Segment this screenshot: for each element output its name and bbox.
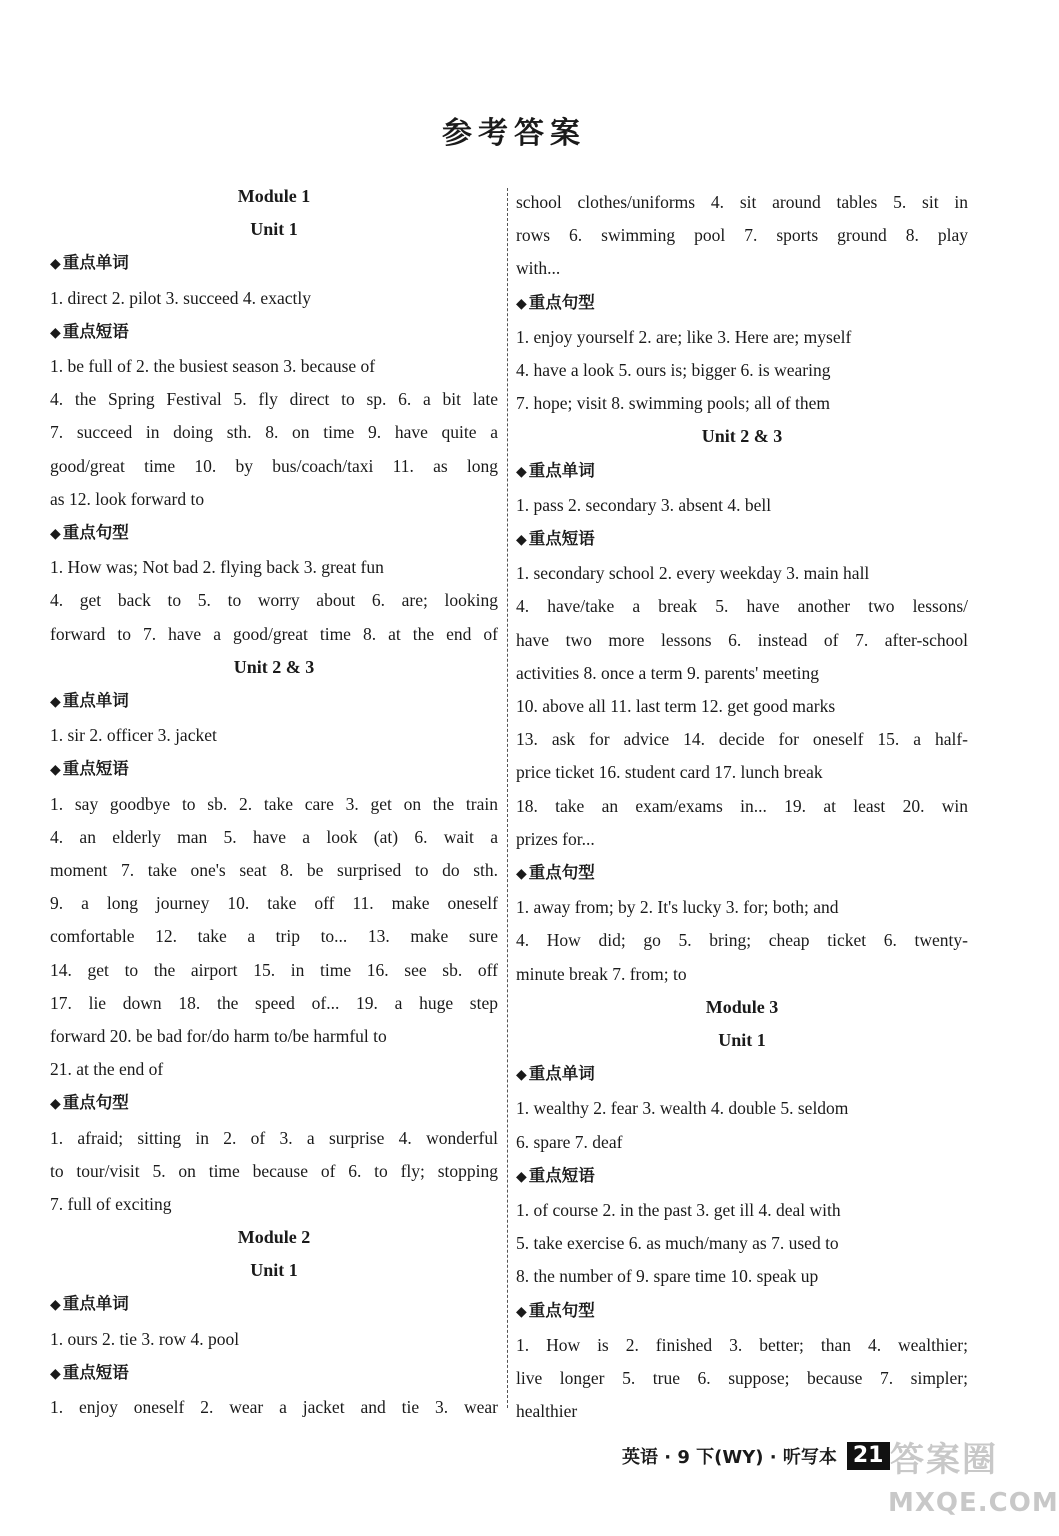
answer-line: good/great time 10. by bus/coach/taxi 11. as long	[50, 455, 498, 476]
section-heading: ◆ 重点单词	[50, 684, 498, 719]
section-heading: ◆ 重点句型	[516, 856, 968, 891]
section-heading: ◆ 重点单词	[516, 1057, 968, 1092]
unit-heading: Unit 1	[250, 1260, 298, 1281]
answer-line: as 12. look forward to	[50, 488, 205, 509]
answer-line: 10. above all 11. last term 12. get good marks	[516, 695, 836, 716]
unit-heading: Module 2	[237, 1227, 311, 1248]
answer-line: 1. How was; Not bad 2. flying back 3. great fun	[50, 557, 384, 578]
answer-line: 21. at the end of	[50, 1059, 164, 1080]
section-heading: ◆ 重点短语	[50, 752, 498, 787]
watermark-bottom: MXQE.COM	[888, 1488, 1059, 1518]
answer-line: activities 8. once a term 9. parents' meeting	[516, 662, 819, 683]
section-heading: ◆ 重点短语	[516, 522, 968, 557]
section-heading: ◆ 重点单词	[50, 246, 498, 281]
section-heading: ◆ 重点句型	[50, 516, 498, 551]
unit-heading: Unit 2 & 3	[701, 426, 783, 447]
answer-line: 1. enjoy oneself 2. wear a jacket and tie 3. wear	[50, 1397, 498, 1418]
page-number: 21	[847, 1442, 890, 1470]
answer-line: 7. hope; visit 8. swimming pools; all of them	[516, 393, 831, 414]
footer-label: 英语 · 9 下(WY) · 听写本	[622, 1447, 837, 1468]
watermark	[880, 1430, 1059, 1530]
answer-line: 4. get back to 5. to worry about 6. are; looking	[50, 590, 498, 611]
answer-line: 4. an elderly man 5. have a look (at) 6. wait a	[50, 826, 498, 847]
answer-line: 1. direct 2. pilot 3. succeed 4. exactly	[50, 287, 311, 308]
answer-line: forward to 7. have a good/great time 8. at the end of	[50, 623, 498, 644]
right-column	[516, 186, 968, 1428]
answer-line: to tour/visit 5. on time because of 6. to fly; stopping	[50, 1160, 498, 1181]
answer-line: 1. sir 2. officer 3. jacket	[50, 725, 217, 746]
answer-line: with...	[516, 258, 561, 279]
answer-line: 1. be full of 2. the busiest season 3. because of	[50, 356, 376, 377]
section-heading: ◆ 重点句型	[516, 286, 968, 321]
left-column	[50, 180, 498, 1424]
section-heading: ◆ 重点短语	[50, 315, 498, 350]
section-heading: ◆ 重点短语	[516, 1159, 968, 1194]
answer-line: forward 20. be bad for/do harm to/be harmful to	[50, 1025, 387, 1046]
column-divider	[507, 188, 508, 1408]
answer-line: 6. spare 7. deaf	[516, 1131, 623, 1152]
answer-line: healthier	[516, 1401, 578, 1422]
watermark-top: 答案圈	[890, 1440, 998, 1480]
section-heading: ◆ 重点单词	[50, 1287, 498, 1322]
section-heading: ◆ 重点单词	[516, 454, 968, 489]
answer-line: have two more lessons 6. instead of 7. after-school	[516, 629, 968, 650]
answer-line: 1. wealthy 2. fear 3. wealth 4. double 5. seldom	[516, 1098, 849, 1119]
answer-line: 4. the Spring Festival 5. fly direct to sp. 6. a bit late	[50, 389, 498, 410]
unit-heading: Module 3	[705, 996, 779, 1017]
page-title: 参考答案	[442, 116, 586, 151]
answer-line: minute break 7. from; to	[516, 963, 687, 984]
answer-line: 1. say goodbye to sb. 2. take care 3. get on the train	[50, 793, 498, 814]
answer-line: 1. pass 2. secondary 3. absent 4. bell	[516, 494, 772, 515]
answer-line: 4. have/take a break 5. have another two lessons/	[516, 596, 968, 617]
section-heading: ◆ 重点句型	[516, 1294, 968, 1329]
answer-line: 8. the number of 9. spare time 10. speak up	[516, 1266, 819, 1287]
answer-line: 17. lie down 18. the speed of... 19. a huge step	[50, 992, 498, 1013]
answer-line: 1. away from; by 2. It's lucky 3. for; both; and	[516, 897, 839, 918]
answer-line: 4. How did; go 5. bring; cheap ticket 6. twenty-	[516, 930, 968, 951]
unit-heading: Unit 2 & 3	[233, 656, 315, 677]
section-heading: ◆ 重点短语	[50, 1356, 498, 1391]
answer-line: 1. of course 2. in the past 3. get ill 4. deal with	[516, 1199, 841, 1220]
answer-line: 9. a long journey 10. take off 11. make oneself	[50, 893, 498, 914]
answer-line: 4. have a look 5. ours is; bigger 6. is wearing	[516, 359, 831, 380]
answer-line: prizes for...	[516, 828, 595, 849]
unit-heading: Module 1	[237, 186, 311, 206]
unit-heading: Unit 1	[718, 1029, 766, 1050]
answer-line: 1. ours 2. tie 3. row 4. pool	[50, 1328, 240, 1349]
answer-line: 1. How is 2. finished 3. better; than 4. wealthier;	[516, 1334, 968, 1355]
answer-line: live longer 5. true 6. suppose; because 7. simpler;	[516, 1367, 968, 1388]
unit-heading: Unit 1	[250, 219, 298, 240]
answer-line: rows 6. swimming pool 7. sports ground 8. play	[516, 225, 968, 246]
answer-line: 13. ask for advice 14. decide for oneself 15. a half-	[516, 729, 968, 750]
answer-line: 7. succeed in doing sth. 8. on time 9. have quite a	[50, 422, 498, 443]
footer	[622, 1438, 890, 1474]
answer-line: 1. enjoy yourself 2. are; like 3. Here are; myself	[516, 326, 852, 347]
answer-line: moment 7. take one's seat 8. be surprised to do sth.	[50, 859, 498, 880]
answer-line: 5. take exercise 6. as much/many as 7. used to	[516, 1233, 839, 1254]
answer-line: 1. secondary school 2. every weekday 3. main hall	[516, 563, 870, 584]
answer-line: 1. afraid; sitting in 2. of 3. a surprise 4. wonderful	[50, 1127, 498, 1148]
answer-line: 14. get to the airport 15. in time 16. see sb. off	[50, 959, 498, 980]
answer-line: 18. take an exam/exams in... 19. at least 20. win	[516, 795, 968, 816]
answer-line: comfortable 12. take a trip to... 13. make sure	[50, 926, 498, 947]
answer-line: 7. full of exciting	[50, 1193, 172, 1214]
section-heading: ◆ 重点句型	[50, 1086, 498, 1121]
answer-line: price ticket 16. student card 17. lunch break	[516, 762, 823, 783]
answer-line: school clothes/uniforms 4. sit around tables 5. sit in	[516, 192, 968, 212]
